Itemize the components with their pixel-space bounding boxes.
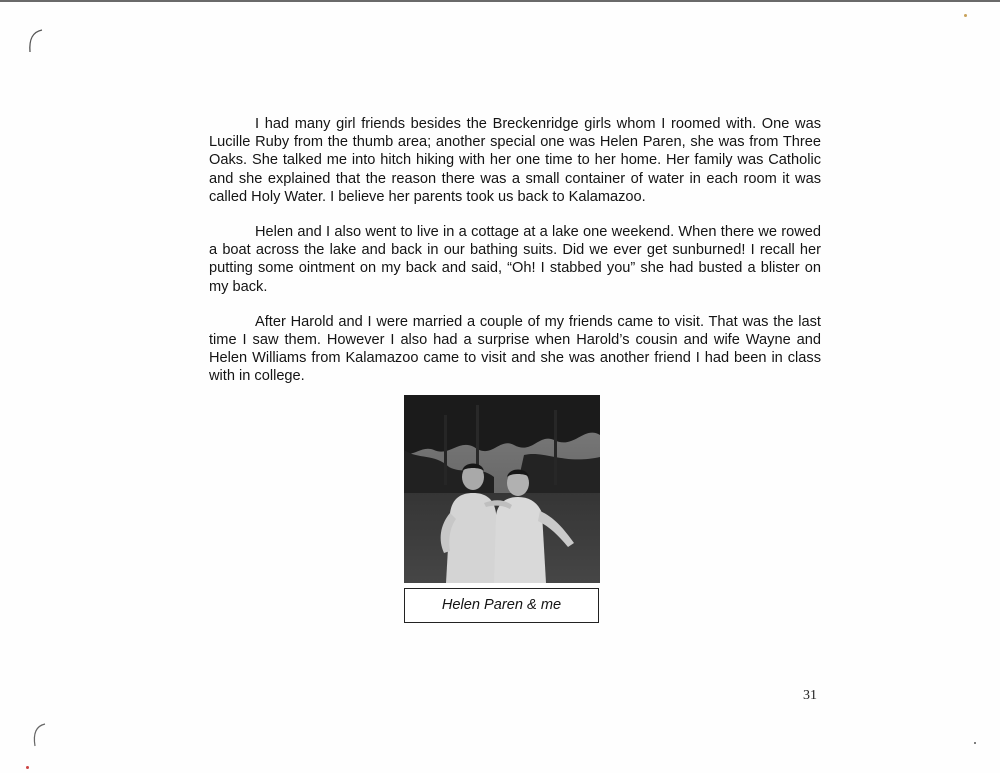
scan-dot-top-right — [964, 14, 967, 17]
paragraph-3: After Harold and I were married a couple of my friends came to visit. That was the last time I saw them. However I also had a surprise when Harold’s cousin and wife Wayne and Helen Williams from Kalamazoo came to visit and she was another friend I had been in class with in college. — [209, 313, 821, 385]
paragraph-1: I had many girl friends besides the Breckenridge girls whom I roomed with. One was Lucille Ruby from the thumb area; another special one was Helen Paren, she was from Three Oaks. She talked me into hitch hiking with her one time to her home. Her family was Catholic and she explained that the reason there was a small container of water in each room it was called Holy Water. I believe her parents took us back to Kalamazoo. — [209, 116, 821, 205]
photo-image — [404, 395, 600, 583]
paragraph-2: Helen and I also went to live in a cottage at a lake one weekend. When there we rowed a boat across the lake and back in our bathing suits. Did we ever get sunburned! I recall her putting some ointment on my back and said, “Oh! I stabbed you” she had busted a blister on my back. — [209, 224, 821, 295]
scan-top-edge — [0, 0, 1000, 2]
photo-helen-paren-and-me — [404, 395, 600, 583]
body-text — [209, 115, 821, 403]
photo-caption: Helen Paren & me — [404, 588, 599, 623]
scan-mark-top-left — [26, 28, 46, 54]
scan-dot-bottom-right — [974, 742, 976, 744]
scan-dot-bottom-left — [26, 766, 29, 769]
scan-mark-bottom-left — [30, 722, 50, 748]
page-number: 31 — [803, 688, 817, 703]
